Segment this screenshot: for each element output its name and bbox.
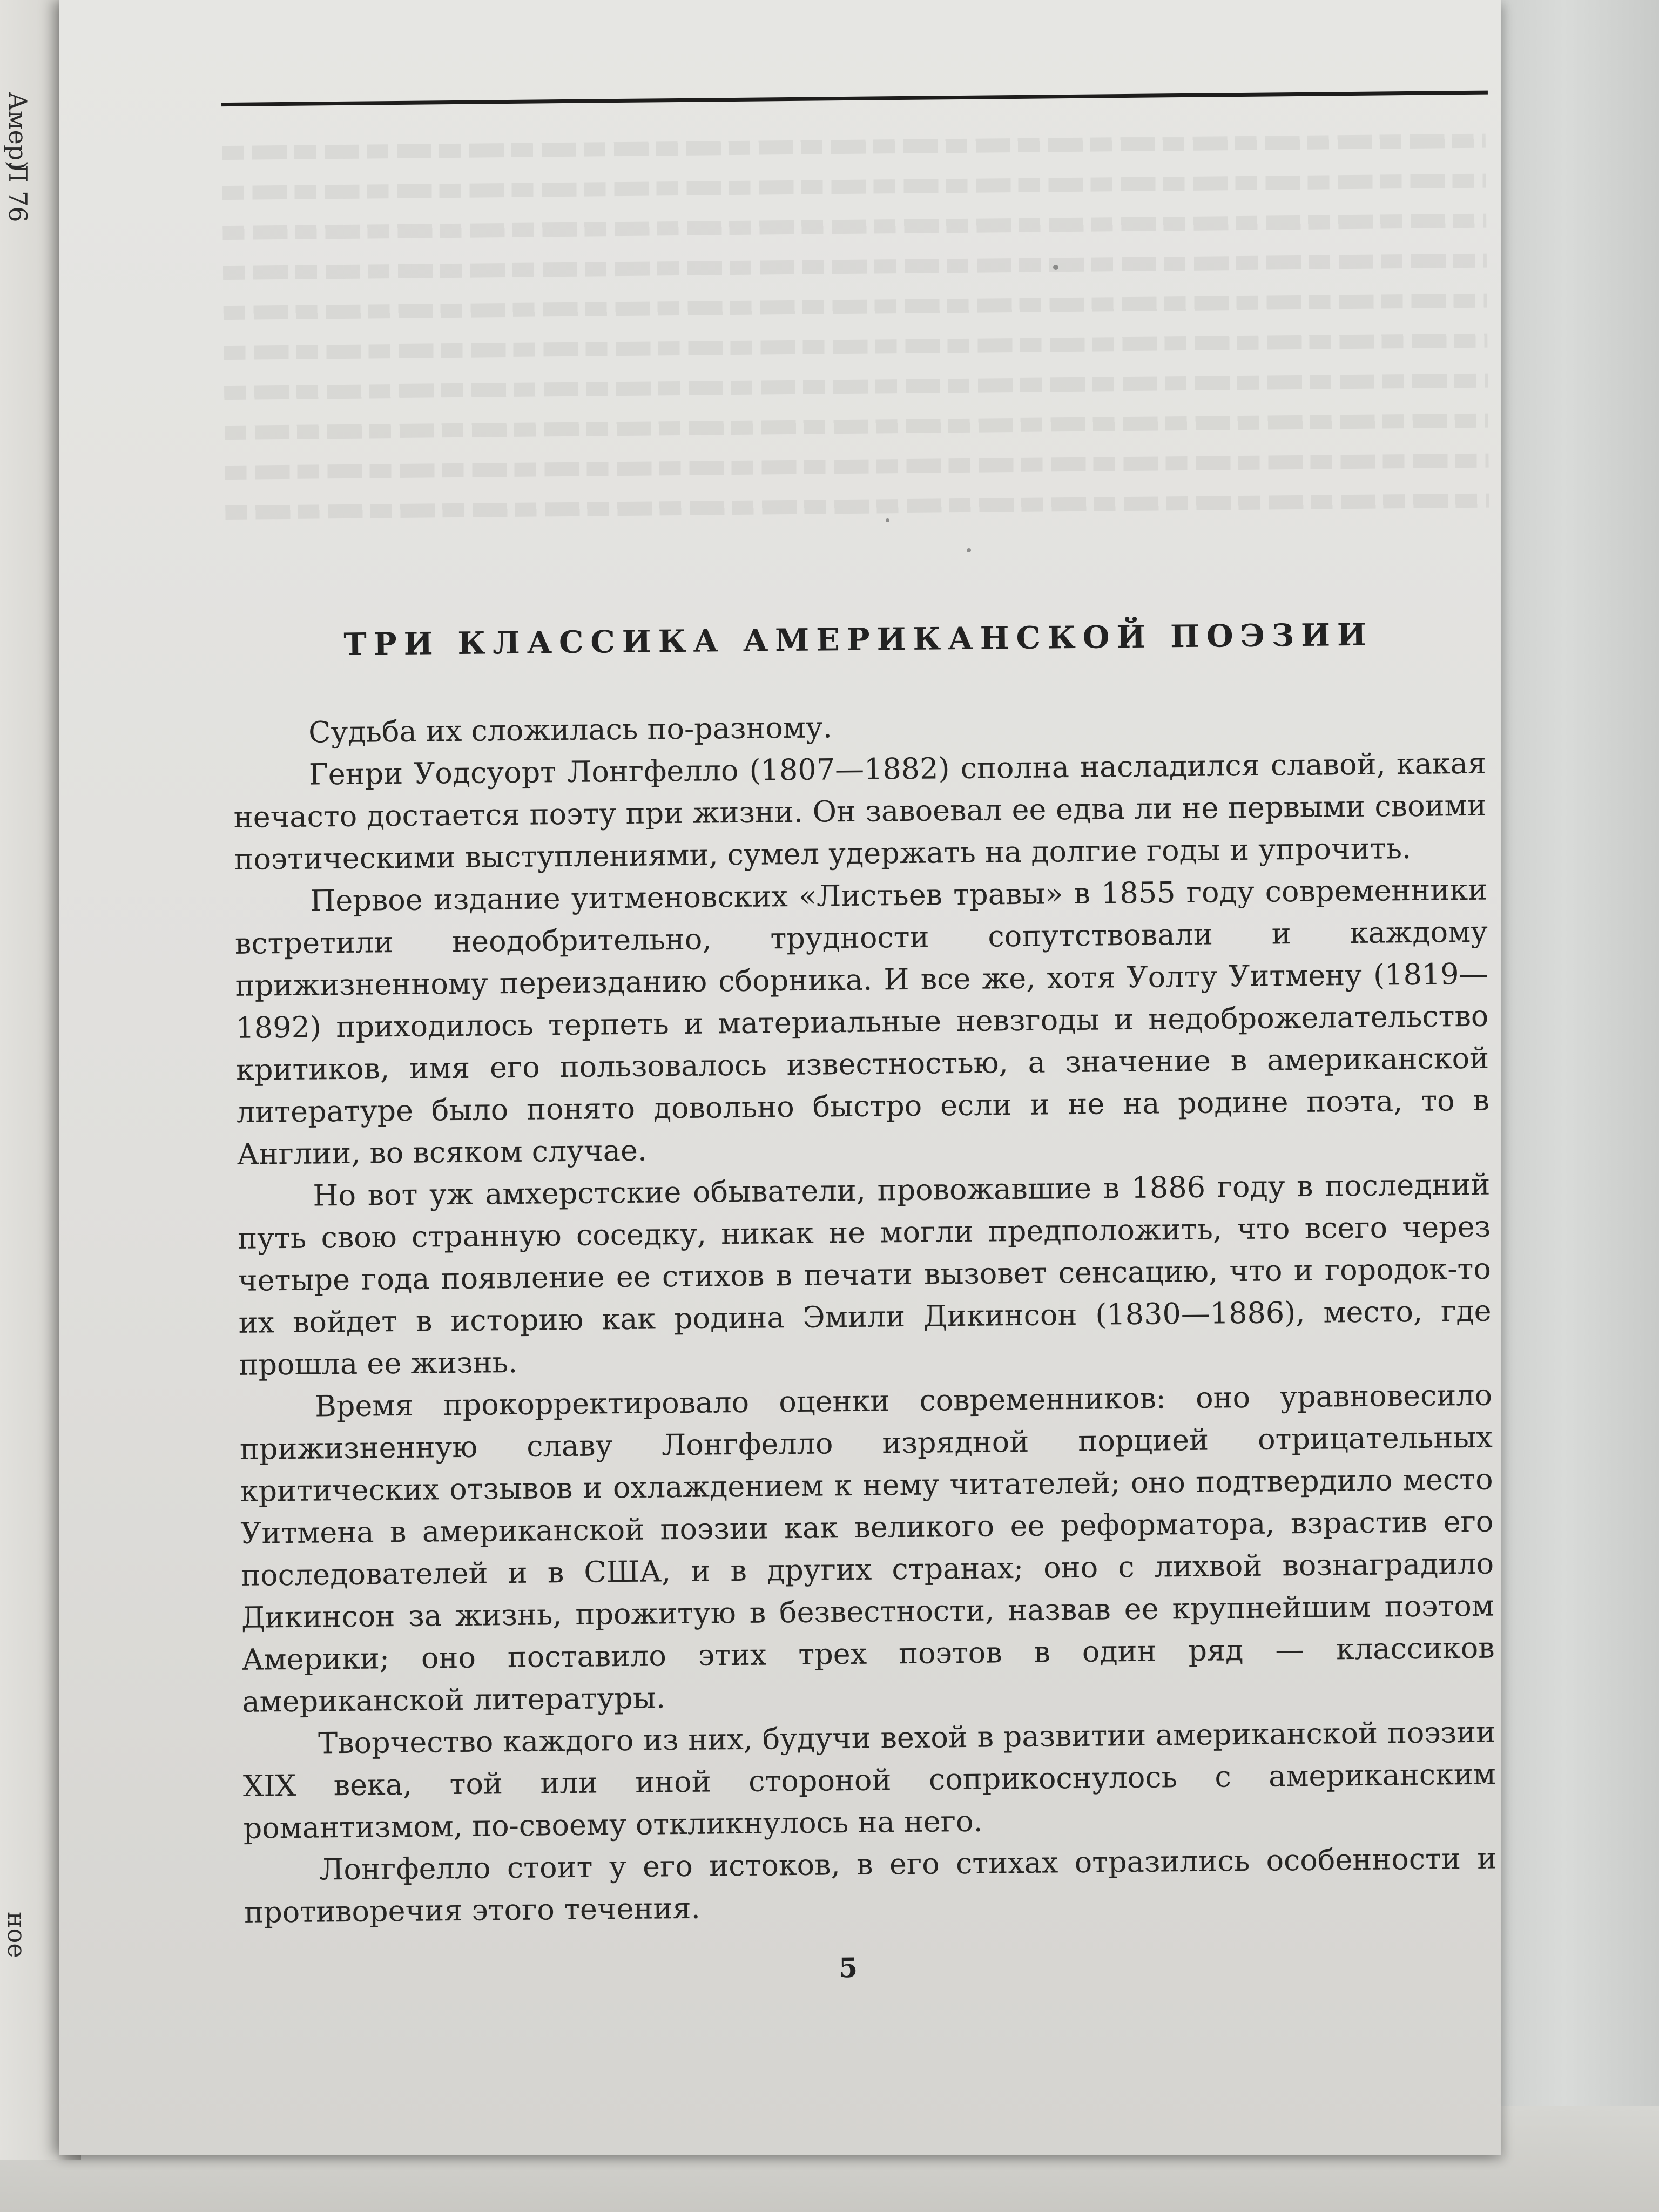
book-page bbox=[59, 0, 1501, 2155]
body-text bbox=[233, 700, 1498, 1934]
paper-speck bbox=[1053, 265, 1058, 270]
background-wall bbox=[1501, 0, 1659, 2212]
paper-speck bbox=[967, 548, 971, 552]
page-content bbox=[227, 91, 1497, 1984]
paragraph: Первое издание уитменовских «Листьев травы» в 1855 году современники встретили неодобрительно, трудности сопутствовали и каждому прижизненному переизданию сборника. И все же, хотя Уолту Уитмену (1819—1892) приходилось терпеть и материальные невзгоды и недоброжелательство критиков, имя его пользовалось известностью, а значение в американской литературе было понято довольно быстро если и не на родине поэта, то в Англии, во всяком случае. bbox=[234, 872, 1490, 1171]
margin-fragment-top-2: Л 76 bbox=[3, 162, 32, 222]
paragraph: Творчество каждого из них, будучи вехой в развитии американской поэзии XIX века, той или иной стороной соприкоснулось с американским романтизмом, по-своему откликнулось на него. bbox=[242, 1715, 1496, 1845]
paragraph: Судьба их сложилась по-разному. bbox=[308, 710, 833, 750]
show-through-text bbox=[222, 134, 1491, 632]
chapter-title: ТРИ КЛАССИКА АМЕРИКАНСКОЙ ПОЭЗИИ bbox=[343, 616, 1374, 663]
paper-speck bbox=[886, 518, 889, 522]
paragraph: Время прокорректировало оценки современников: оно уравновесило прижизненную славу Лонгфелло изрядной порцией отрицательных критических отзывов и охлаждением к нему читателей; оно подтвердило место Уитмена в американской поэзии как великого ее реформатора, взрастив его последователей и в США, и в других странах; оно с лихвой вознаградило Дикинсон за жизнь, прожитую в безвестности, назвав ее крупнейшим поэтом Америки; оно поставило этих трех поэтов в один ряд — классиков американской литературы. bbox=[239, 1378, 1495, 1719]
page-number: 5 bbox=[838, 1951, 858, 1984]
paragraph: Генри Уодсуорт Лонгфелло (1807—1882) сполна насладился славой, какая нечасто достается поэту при жизни. Он завоевал ее едва ли не первыми своими поэтическими выступлениями, сумел удержать на долгие годы и упрочить. bbox=[233, 746, 1487, 876]
paragraph: Лонгфелло стоит у его истоков, в его стихах отразились особенности и противоречия этого течения. bbox=[244, 1841, 1497, 1930]
top-rule bbox=[221, 91, 1488, 107]
paragraph: Но вот уж амхерстские обыватели, провожавшие в 1886 году в последний путь свою странную соседку, никак не могли предположить, что всего через четыре года появление ее стихов в печати вызовет сенсацию, что и городок-то их войдет в историю как родина Эмили Дикинсон (1830—1886), место, где прошла ее жизнь. bbox=[237, 1167, 1492, 1382]
margin-fragment-bottom: ное bbox=[2, 1912, 31, 1958]
margin-fragment-top-1: Амер) bbox=[3, 92, 32, 171]
